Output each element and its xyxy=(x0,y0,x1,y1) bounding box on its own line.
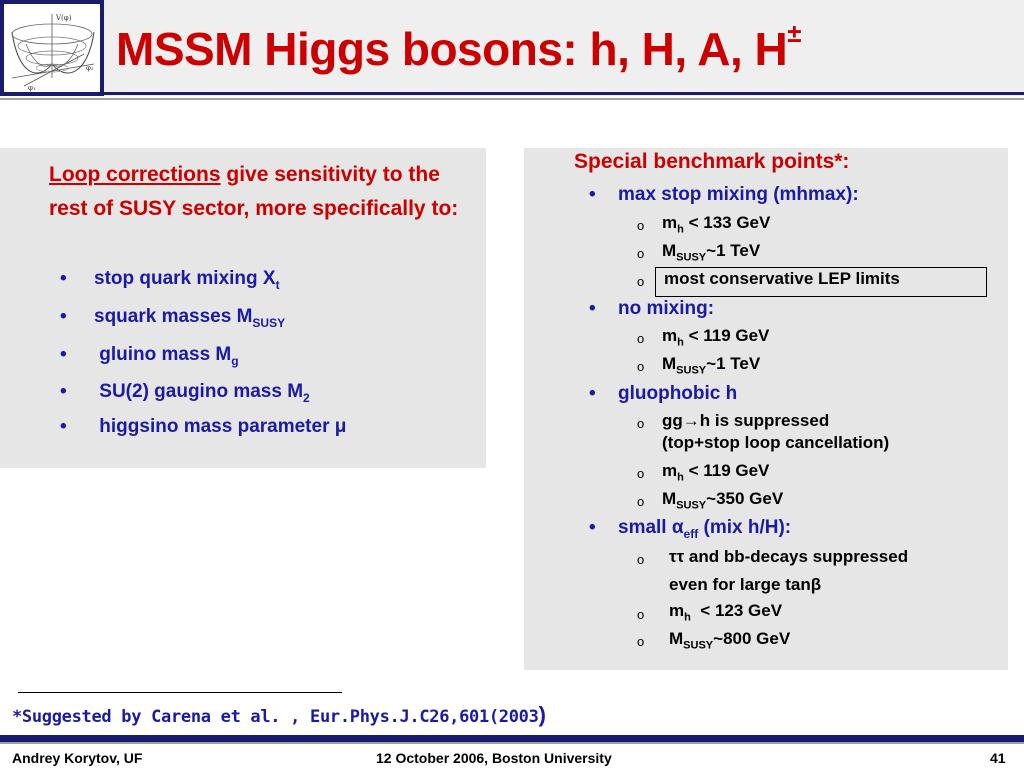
benchmark-item: $m_h < 123$ GeV xyxy=(669,601,783,624)
bullet-o: o xyxy=(637,552,645,567)
benchmark-item: $m_h < 133$ GeV xyxy=(662,213,771,236)
bullet-dot: • xyxy=(589,184,596,205)
benchmark-item: $m_h < 119$ GeV xyxy=(662,461,770,484)
title-underline xyxy=(104,92,1024,95)
benchmark-item: $m_h < 119$ GeV xyxy=(662,326,770,349)
page-title: MSSM Higgs bosons: h, H, A, H± xyxy=(116,18,802,75)
title-divider xyxy=(0,98,1024,100)
bullet-o: o xyxy=(637,466,645,481)
bullet-dot: • xyxy=(589,383,596,404)
higgs-potential-icon xyxy=(4,4,100,92)
benchmark-item: $M_{SUSY}\sim 1$ TeV xyxy=(662,354,761,377)
footer-author: Andrey Korytov, UF xyxy=(12,750,143,766)
benchmark-label: max stop mixing (mhmax): xyxy=(618,184,859,205)
bullet-o: o xyxy=(637,218,645,233)
logo-frame xyxy=(0,0,104,96)
bullet-o: o xyxy=(637,416,645,431)
benchmark-item: $M_{SUSY}\sim 350$ GeV xyxy=(662,489,784,512)
higgs-potential-graphic xyxy=(4,4,100,92)
benchmark-item: $M_{SUSY}\sim 1$ TeV xyxy=(662,241,761,264)
svg-text:φ₁: φ₁ xyxy=(28,84,36,92)
footer-event: 12 October 2006, Boston University xyxy=(376,750,612,766)
bullet-o: o xyxy=(637,274,645,289)
footnote-rule xyxy=(18,692,342,693)
bullet-o: o xyxy=(637,246,645,261)
benchmark-heading: Special benchmark points*: xyxy=(574,150,850,173)
bullet-dot: • xyxy=(589,298,596,319)
benchmark-item: ττ and bb-decays suppressed xyxy=(669,547,909,566)
svg-text:φ₂: φ₂ xyxy=(86,64,94,72)
benchmark-label: gluophobic h xyxy=(618,383,738,404)
page-number: 41 xyxy=(990,750,1006,766)
footer-divider xyxy=(0,742,1024,744)
benchmark-label: no mixing: xyxy=(618,298,715,319)
footnote: *Suggested by Carena et al. , Eur.Phys.J.C26,601(2003) xyxy=(12,702,546,727)
benchmark-item: $M_{SUSY}\sim 800$ GeV xyxy=(669,629,791,652)
bullet-dot: • xyxy=(589,517,596,538)
bullet-o: o xyxy=(637,634,645,649)
benchmark-item-continued: (top+stop loop cancellation) xyxy=(662,433,890,452)
benchmark-item-continued: even for large tanβ xyxy=(669,575,822,594)
benchmark-item: gg→h is suppressed xyxy=(662,411,830,430)
bullet-o: o xyxy=(637,494,645,509)
benchmark-item: most conservative LEP limits xyxy=(664,269,900,288)
benchmark-label: small $\alpha_{eff}$ (mix h/H): xyxy=(618,517,792,541)
svg-text:V(φ): V(φ) xyxy=(56,14,72,22)
bullet-o: o xyxy=(637,331,645,346)
bullet-o: o xyxy=(637,359,645,374)
footer-bar xyxy=(0,735,1024,742)
bullet-o: o xyxy=(637,607,645,622)
loop-corrections-intro: Loop corrections give sensitivity to the rest of SUSY sector, more specifically to: xyxy=(49,163,459,220)
